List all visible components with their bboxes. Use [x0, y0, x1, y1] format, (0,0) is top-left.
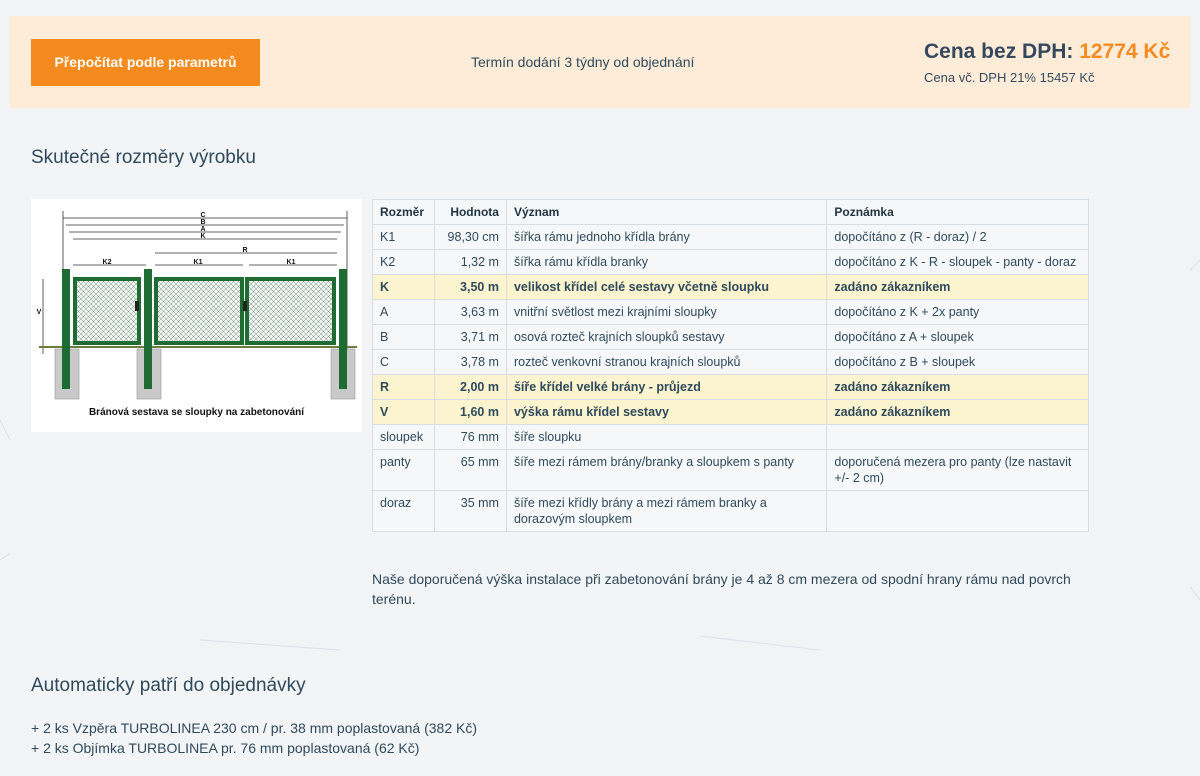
- cell-meaning: šíře mezi rámem brány/branky a sloupkem s panty: [506, 450, 826, 491]
- table-row: [373, 225, 1089, 250]
- price-amount: 12774 Kč: [1079, 40, 1171, 63]
- cell-value: 3,63 m: [434, 300, 506, 325]
- table-row: [373, 450, 1089, 491]
- table-header-row: [373, 200, 1089, 225]
- cell-note: dopočítáno z B + sloupek: [827, 350, 1089, 375]
- cell-value: 1,60 m: [434, 400, 506, 425]
- label-v: V: [36, 309, 42, 316]
- cell-dimension: A: [373, 300, 435, 325]
- cell-meaning: rozteč venkovní stranou krajních sloupků: [506, 350, 826, 375]
- table-row: [373, 250, 1089, 275]
- cell-value: 65 mm: [434, 450, 506, 491]
- cell-meaning: šíře křídel velké brány - průjezd: [506, 375, 826, 400]
- dimensions-table-body: [373, 225, 1089, 532]
- cell-value: 98,30 cm: [434, 225, 506, 250]
- table-row: [373, 325, 1089, 350]
- cell-value: 35 mm: [434, 491, 506, 532]
- table-row: [373, 425, 1089, 450]
- table-row: [373, 375, 1089, 400]
- order-item: + 2 ks Objímka TURBOLINEA pr. 76 mm poplastovaná (62 Kč): [31, 740, 420, 756]
- order-item: + 2 ks Vzpěra TURBOLINEA 230 cm / pr. 38 mm poplastovaná (382 Kč): [31, 720, 478, 736]
- cell-dimension: K2: [373, 250, 435, 275]
- price-box: [924, 40, 1170, 85]
- table-row: [373, 350, 1089, 375]
- gate-diagram: [31, 199, 362, 432]
- cell-value: 2,00 m: [434, 375, 506, 400]
- diagram-caption: Bránová sestava se sloupky na zabetonování: [88, 407, 305, 418]
- cell-note: zadáno zákazníkem: [827, 275, 1089, 300]
- cell-dimension: doraz: [373, 491, 435, 532]
- cell-meaning: velikost křídel celé sestavy včetně sloupku: [506, 275, 826, 300]
- cell-note: zadáno zákazníkem: [827, 375, 1089, 400]
- recalculate-button[interactable]: Přepočítat podle parametrů: [31, 39, 260, 86]
- cell-meaning: šíře sloupku: [506, 425, 826, 450]
- table-row: [373, 300, 1089, 325]
- cell-note: [827, 491, 1089, 532]
- cell-meaning: osová rozteč krajních sloupků sestavy: [506, 325, 826, 350]
- cell-value: 3,50 m: [434, 275, 506, 300]
- label-a: A: [200, 226, 206, 233]
- col-note: Poznámka: [827, 200, 1089, 225]
- cell-value: 76 mm: [434, 425, 506, 450]
- cell-note: doporučená mezera pro panty (lze nastavit +/- 2 cm): [827, 450, 1089, 491]
- label-c: C: [200, 212, 206, 219]
- cell-dimension: sloupek: [373, 425, 435, 450]
- label-k1: K1: [193, 259, 203, 266]
- price-with-vat: Cena vč. DPH 21% 15457 Kč: [924, 70, 1095, 85]
- table-row: [373, 400, 1089, 425]
- price-header: [10, 16, 1190, 108]
- cell-note: dopočítáno z K - R - sloupek - panty - doraz: [827, 250, 1089, 275]
- cell-meaning: vnitřní světlost mezi krajními sloupky: [506, 300, 826, 325]
- cell-dimension: B: [373, 325, 435, 350]
- col-meaning: Význam: [506, 200, 826, 225]
- cell-dimension: K: [373, 275, 435, 300]
- cell-note: [827, 425, 1089, 450]
- dimensions-title: Skutečné rozměry výrobku: [31, 147, 256, 168]
- gate-drawing: [31, 199, 362, 404]
- order-panel: [10, 652, 1190, 776]
- cell-value: 1,32 m: [434, 250, 506, 275]
- cell-dimension: K1: [373, 225, 435, 250]
- label-k: K: [200, 233, 206, 240]
- table-row: [373, 275, 1089, 300]
- label-k2: K2: [102, 259, 112, 266]
- order-items: [31, 718, 477, 758]
- delivery-term: Termín dodání 3 týdny od objednání: [471, 54, 695, 70]
- install-note: Naše doporučená výška instalace při zabetonování brány je 4 až 8 cm mezera od spodní hrany rámu nad povrch terénu.: [372, 571, 1071, 607]
- cell-value: 3,78 m: [434, 350, 506, 375]
- cell-note: dopočítáno z K + 2x panty: [827, 300, 1089, 325]
- label-r: R: [242, 247, 248, 254]
- dimensions-table: [372, 199, 1089, 532]
- cell-note: dopočítáno z A + sloupek: [827, 325, 1089, 350]
- cell-meaning: výška rámu křídel sestavy: [506, 400, 826, 425]
- cell-meaning: šířka rámu jednoho křídla brány: [506, 225, 826, 250]
- cell-meaning: šíře mezi křídly brány a mezi rámem branky a dorazovým sloupkem: [506, 491, 826, 532]
- cell-dimension: C: [373, 350, 435, 375]
- cell-dimension: panty: [373, 450, 435, 491]
- table-row: [373, 491, 1089, 532]
- cell-dimension: V: [373, 400, 435, 425]
- col-dimension: Rozměr: [373, 200, 435, 225]
- label-k1-second: K1: [286, 259, 296, 266]
- cell-note: zadáno zákazníkem: [827, 400, 1089, 425]
- cell-note: dopočítáno z (R - doraz) / 2: [827, 225, 1089, 250]
- price-without-vat: [924, 40, 1170, 64]
- order-title: Automaticky patří do objednávky: [31, 675, 306, 696]
- cell-dimension: R: [373, 375, 435, 400]
- price-label: Cena bez DPH:: [924, 40, 1074, 63]
- cell-value: 3,71 m: [434, 325, 506, 350]
- col-value: Hodnota: [434, 200, 506, 225]
- cell-meaning: šířka rámu křídla branky: [506, 250, 826, 275]
- dimensions-panel: [10, 124, 1190, 636]
- label-b: B: [200, 219, 206, 226]
